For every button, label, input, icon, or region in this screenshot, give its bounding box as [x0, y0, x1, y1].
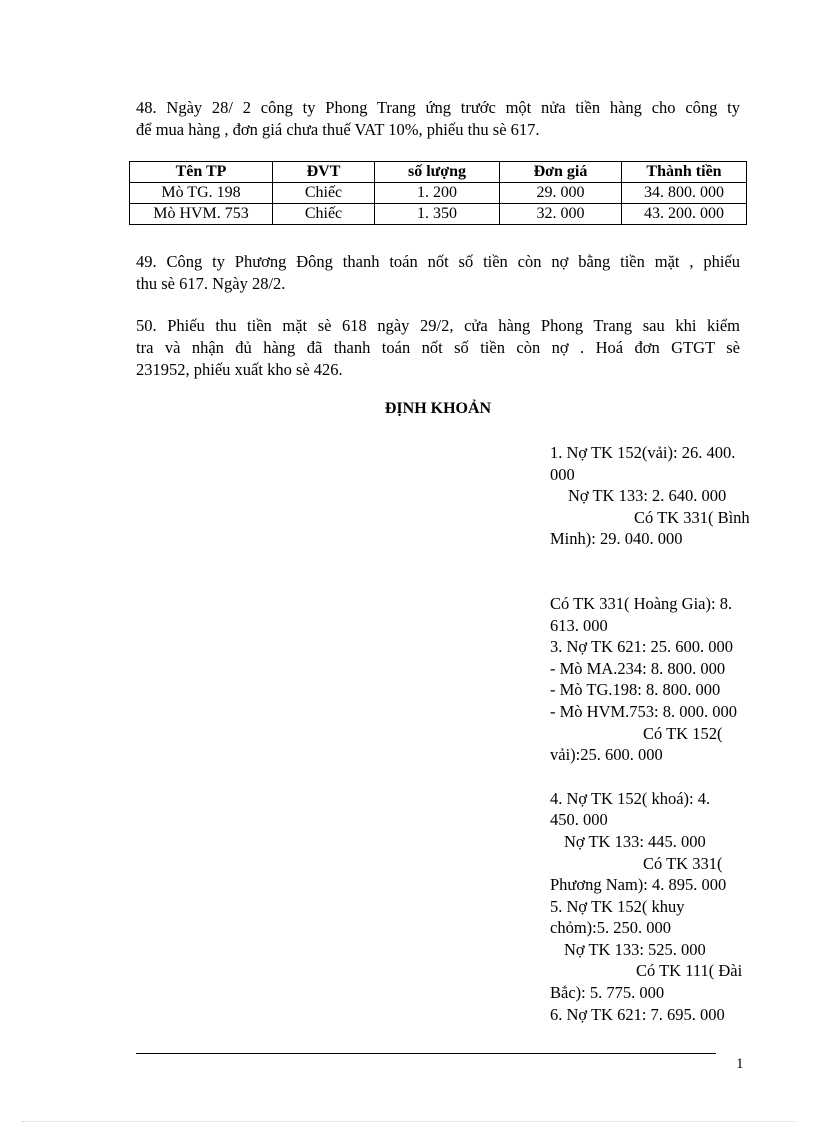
- cell-unit-price: 32. 000: [500, 204, 622, 225]
- entry-line: - Mò MA.234: 8. 800. 000: [550, 658, 726, 678]
- entry-line: 450. 000: [550, 810, 608, 830]
- paragraph-50-line: tra và nhận đủ hàng đã thanh toán nốt số tiền còn nợ . Hoá đơn GTGT sè: [136, 338, 740, 357]
- entry-line: Nợ TK 133: 525. 000: [564, 939, 706, 959]
- cell-unit: Chiếc: [273, 183, 375, 204]
- paragraph-48: [136, 97, 740, 141]
- header-quantity: số lượng: [375, 162, 500, 183]
- entry-line: - Mò HVM.753: 8. 000. 000: [550, 701, 738, 721]
- paragraph-50-line: 50. Phiếu thu tiền mặt sè 618 ngày 29/2, cửa hàng Phong Trang sau khi kiểm: [136, 316, 740, 335]
- cell-unit-price: 29. 000: [500, 183, 622, 204]
- entry-line: Có TK 331( Hoàng Gia): 8.: [550, 593, 733, 613]
- paragraph-48-line: 48. Ngày 28/ 2 công ty Phong Trang ứng trước một nửa tiền hàng cho công ty: [136, 98, 740, 117]
- cell-quantity: 1. 350: [375, 204, 500, 225]
- entry-line: Có TK 331( Bình: [634, 507, 750, 527]
- page-edge: [22, 1121, 796, 1122]
- entry-line: 6. Nợ TK 621: 7. 695. 000: [550, 1004, 725, 1024]
- entry-line: 613. 000: [550, 615, 608, 635]
- header-product-name: Tên TP: [130, 162, 273, 183]
- cell-product-name: Mò HVM. 753: [130, 204, 273, 225]
- header-unit: ĐVT: [273, 162, 375, 183]
- entry-line: Có TK 331(: [643, 853, 723, 873]
- entry-line: 1. Nợ TK 152(vải): 26. 400.: [550, 443, 736, 462]
- cell-quantity: 1. 200: [375, 183, 500, 204]
- entry-line: Phương Nam): 4. 895. 000: [550, 875, 727, 895]
- paragraph-49-line: 49. Công ty Phương Đông thanh toán nốt số tiền còn nợ bằng tiền mặt , phiếu: [136, 252, 740, 271]
- entry-line: chỏm):5. 250. 000: [550, 918, 671, 938]
- paragraph-49: [136, 251, 740, 295]
- entry-line: 000: [550, 464, 575, 484]
- entry-gap: [550, 766, 775, 788]
- journal-entries: [550, 442, 775, 1025]
- paragraph-50-line: 231952, phiếu xuất kho sè 426.: [136, 360, 343, 379]
- section-heading: ĐỊNH KHOẢN: [384, 400, 492, 417]
- table-header-row: [130, 162, 747, 183]
- entry-line: 3. Nợ TK 621: 25. 600. 000: [550, 637, 734, 657]
- paragraph-48-line: để mua hàng , đơn giá chưa thuế VAT 10%, phiếu thu sè 617.: [136, 120, 540, 139]
- entry-line: - Mò TG.198: 8. 800. 000: [550, 680, 721, 700]
- entry-line: 4. Nợ TK 152( khoá): 4.: [550, 788, 711, 808]
- entry-line: Nợ TK 133: 2. 640. 000: [568, 486, 727, 506]
- cell-product-name: Mò TG. 198: [130, 183, 273, 204]
- entry-line: Minh): 29. 040. 000: [550, 529, 683, 549]
- table-row: [130, 183, 747, 204]
- cell-amount: 34. 800. 000: [622, 183, 747, 204]
- entry-line: 5. Nợ TK 152( khuy: [550, 896, 685, 916]
- entry-gap: [550, 550, 775, 593]
- header-amount: Thành tiền: [622, 162, 747, 183]
- entry-line: Có TK 152(: [643, 723, 723, 743]
- cell-unit: Chiếc: [273, 204, 375, 225]
- entry-line: vải):25. 600. 000: [550, 745, 663, 765]
- footer-rule: [136, 1053, 716, 1054]
- cell-amount: 43. 200. 000: [622, 204, 747, 225]
- goods-table: [129, 161, 747, 225]
- entry-line: Bắc): 5. 775. 000: [550, 983, 665, 1003]
- table-row: [130, 204, 747, 225]
- header-unit-price: Đơn giá: [500, 162, 622, 183]
- paragraph-50: [136, 315, 740, 381]
- paragraph-49-line: thu sè 617. Ngày 28/2.: [136, 274, 286, 293]
- entry-line: Có TK 111( Đài: [636, 961, 743, 981]
- page-number: 1: [736, 1056, 744, 1072]
- entry-line: Nợ TK 133: 445. 000: [564, 831, 706, 851]
